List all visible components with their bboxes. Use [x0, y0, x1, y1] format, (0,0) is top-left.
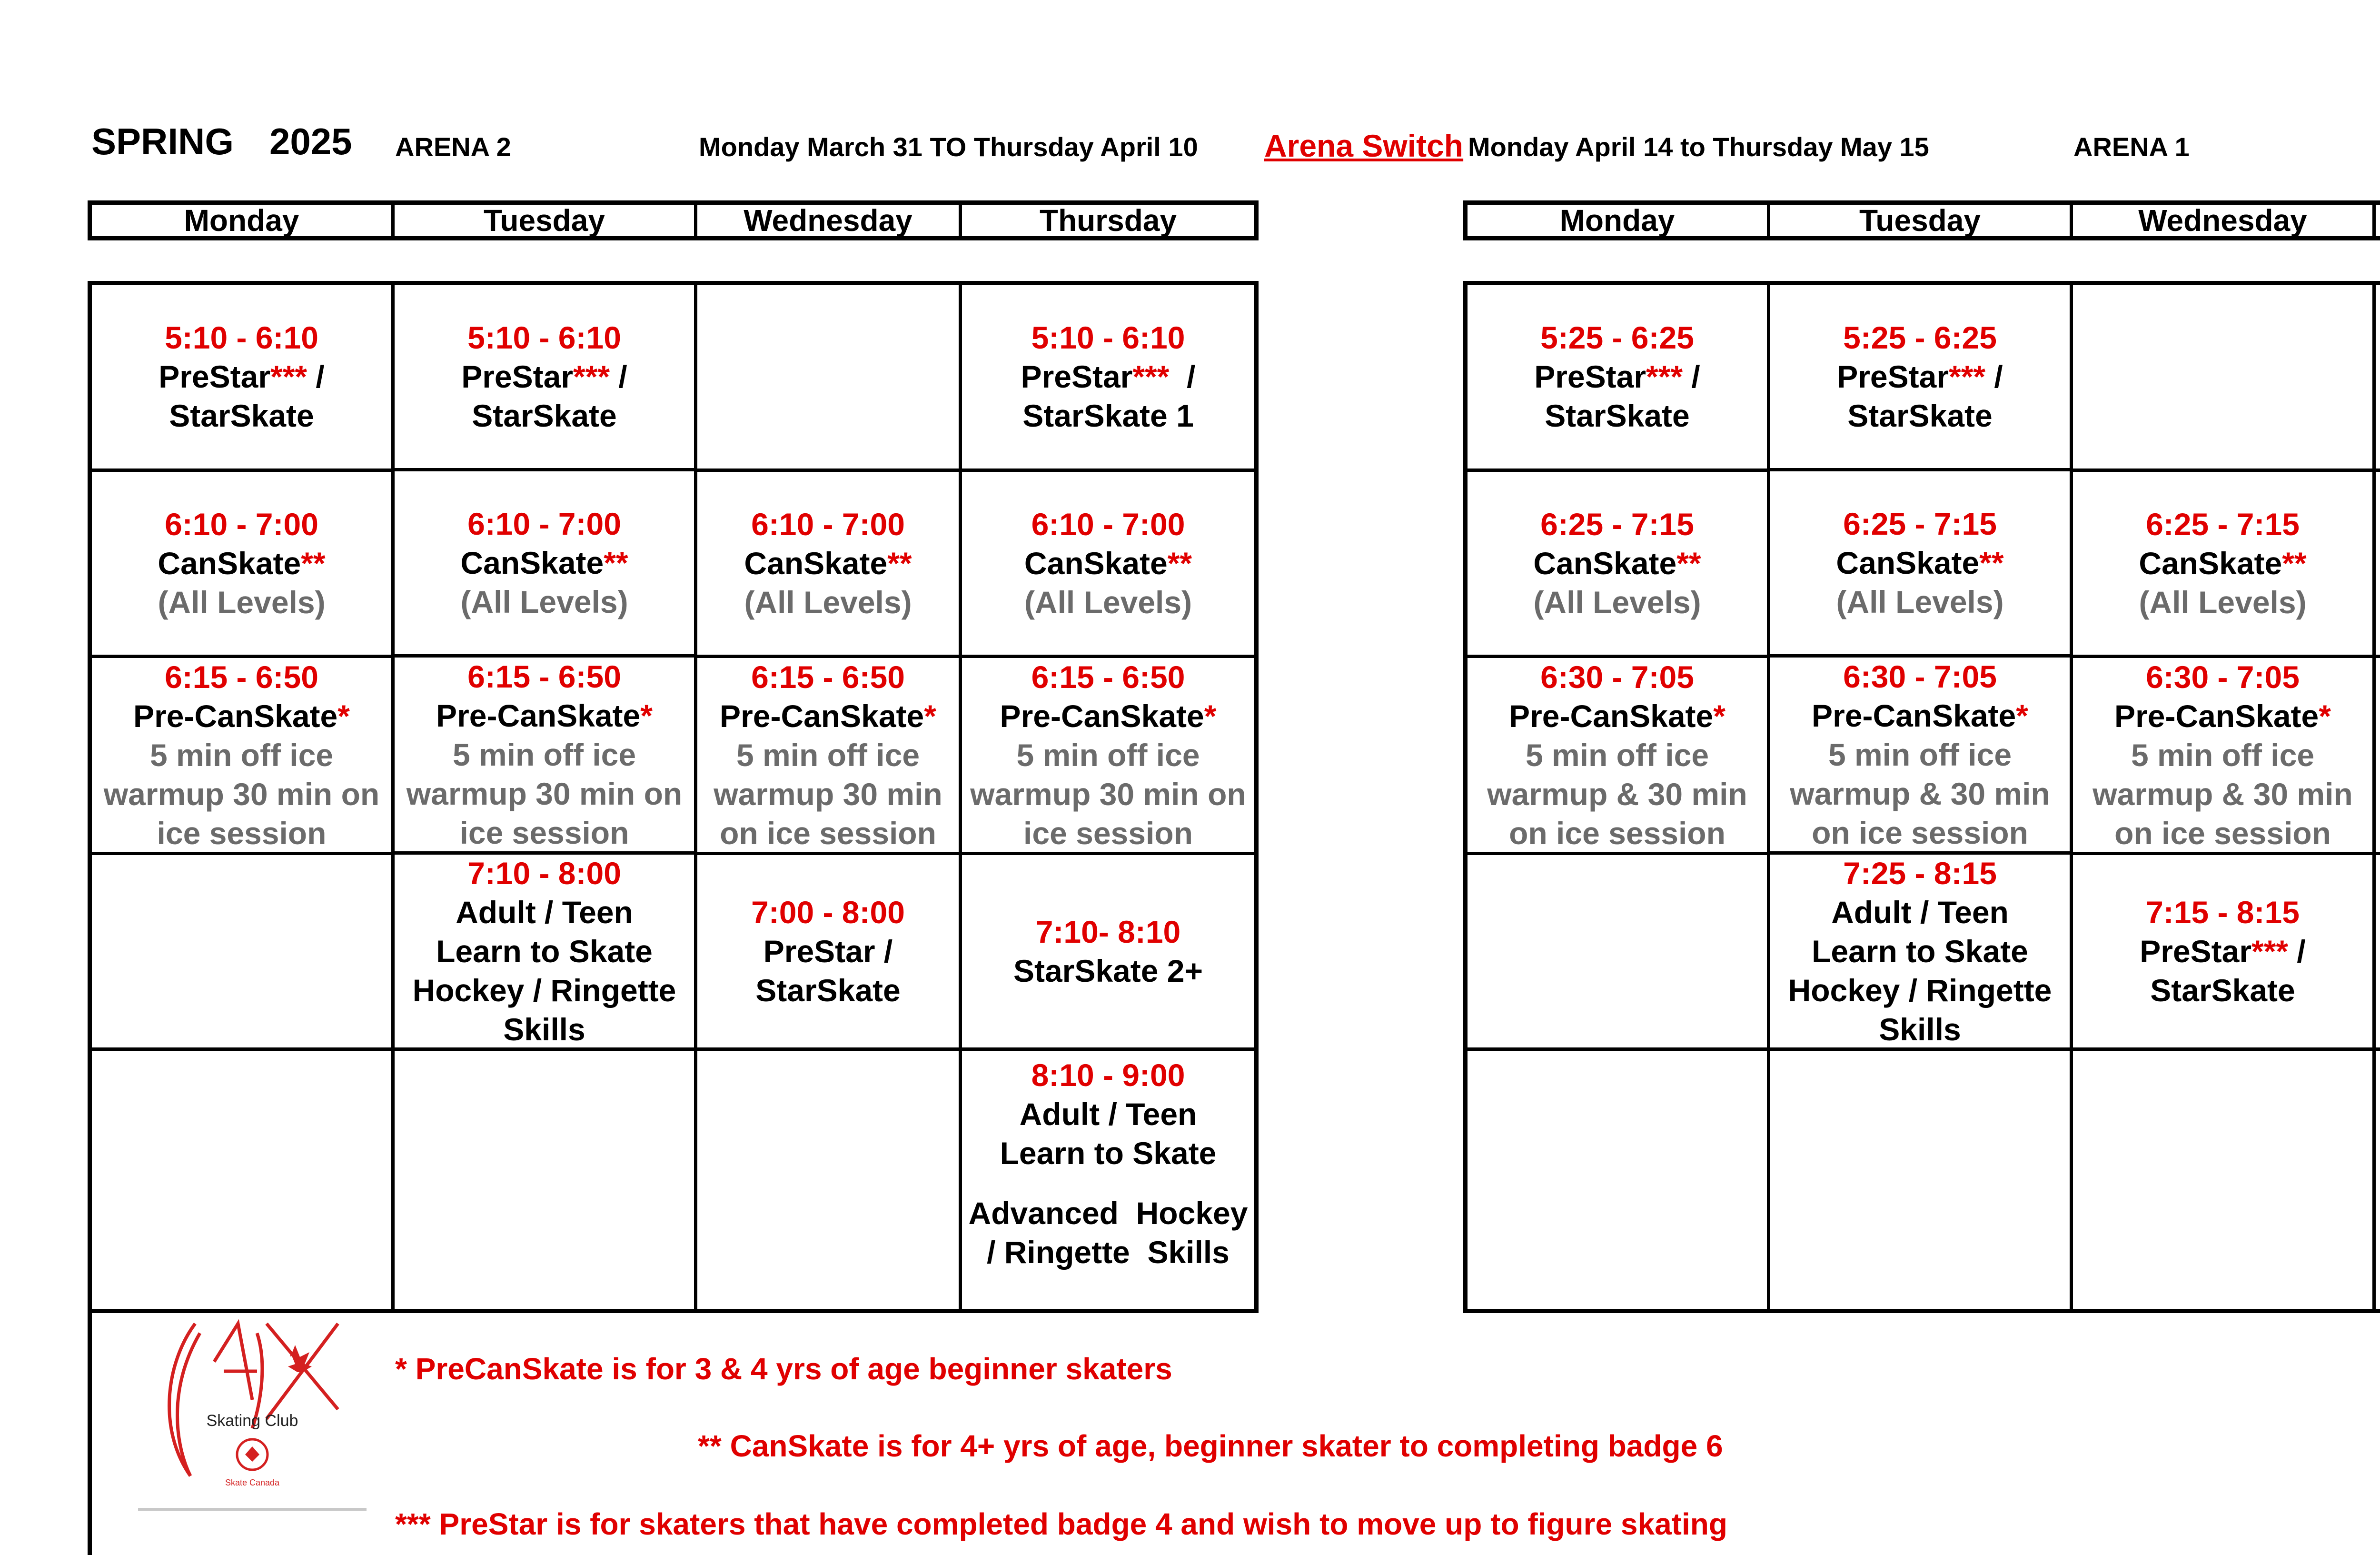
session-detail: 5 min off ice	[2131, 737, 2315, 773]
session-level: (All Levels)	[2139, 584, 2307, 620]
day-header-tuesday: Tuesday	[395, 205, 697, 236]
session-title: CanSkate**	[2139, 545, 2307, 581]
day-header-thursday	[2376, 205, 2380, 236]
empty-cell	[1770, 1051, 2070, 1309]
session-detail: on ice session	[720, 815, 936, 851]
day-header-monday: Monday	[1468, 205, 1770, 236]
session-cell	[395, 471, 694, 658]
schedule-column-monday	[92, 285, 395, 1309]
session-time: 6:10 - 7:00	[751, 506, 905, 542]
session-cell	[697, 855, 959, 1051]
session-subtitle: Learn to Skate	[1000, 1135, 1217, 1171]
schedule-column-thursday	[962, 285, 1254, 1309]
session-cell	[1468, 658, 1767, 855]
note-prestar: *** PreStar is for skaters that have completed badge 4 and wish to move up to figure skating	[395, 1507, 1727, 1541]
session-subtitle: Learn to Skate	[436, 933, 653, 969]
session-detail: 5 min off ice	[1828, 737, 2012, 772]
left-date-range: Monday March 31 TO Thursday April 10	[699, 132, 1198, 162]
session-time: 6:30 - 7:05	[1540, 659, 1694, 695]
session-subtitle: StarSkate	[169, 398, 314, 434]
session-title: CanSkate**	[1024, 545, 1192, 581]
session-time: 5:10 - 6:10	[1031, 320, 1185, 356]
session-cell	[395, 855, 694, 1051]
session-detail: ice session	[1023, 815, 1193, 851]
session-title: Adult / Teen	[456, 894, 633, 930]
right-date-range: Monday April 14 to Thursday May 15	[1468, 132, 1929, 162]
session-title: PreStar*** /	[2140, 934, 2306, 969]
session-detail: 5 min off ice	[452, 737, 636, 772]
day-header-monday: Monday	[92, 205, 395, 236]
note-canskate: ** CanSkate is for 4+ yrs of age, beginner skater to completing badge 6	[698, 1429, 1723, 1463]
session-subtitle: StarSkate	[2150, 973, 2295, 1008]
session-detail: warmup 30 min on	[970, 776, 1246, 812]
session-subtitle: Skills	[503, 1011, 585, 1047]
session-detail: on ice session	[1509, 815, 1726, 851]
schedule-column-tuesday	[1770, 285, 2073, 1309]
session-subtitle: / Ringette Skills	[987, 1234, 1230, 1270]
session-time: 6:10 - 7:00	[1031, 506, 1185, 542]
session-title: CanSkate**	[744, 545, 912, 581]
session-title: Pre-CanSkate*	[1509, 698, 1726, 734]
session-title: PreStar*** /	[159, 359, 325, 395]
session-cell	[2073, 658, 2372, 855]
session-time: 7:15 - 8:15	[2146, 895, 2300, 930]
session-title: Pre-CanSkate*	[133, 698, 350, 734]
session-title: PreStar*** /	[461, 359, 627, 395]
session-cell	[92, 658, 391, 855]
session-level: (All Levels)	[1024, 584, 1192, 620]
session-detail: on ice session	[1812, 815, 2028, 850]
session-detail: ice session	[157, 815, 327, 851]
session-time: 6:15 - 6:50	[165, 659, 318, 695]
session-title: PreStar*** /	[1534, 359, 1700, 395]
session-detail: warmup & 30 min	[1790, 776, 2050, 811]
session-time: 6:25 - 7:15	[2146, 506, 2300, 542]
session-level: (All Levels)	[158, 584, 326, 620]
session-subtitle: StarSkate	[1847, 398, 1993, 434]
session-cell	[395, 658, 694, 855]
session-time: 7:00 - 8:00	[751, 895, 905, 930]
session-time: 6:25 - 7:15	[1540, 506, 1694, 542]
session-title: Adult / Teen	[1019, 1096, 1197, 1132]
session-time: 7:10- 8:10	[1035, 914, 1181, 950]
session-subtitle: StarSkate	[1545, 398, 1690, 434]
session-title: CanSkate**	[460, 545, 628, 581]
session-cell	[92, 285, 391, 472]
session-cell	[962, 658, 1254, 855]
right-arena-label: ARENA 1	[2073, 132, 2190, 162]
session-time: 7:25 - 8:15	[1843, 855, 1997, 891]
session-subtitle: Hockey / Ringette	[412, 972, 676, 1008]
empty-cell	[697, 285, 959, 472]
logo-org-name: Skate Canada	[225, 1478, 280, 1487]
left-schedule-grid	[88, 281, 1259, 1313]
session-time: 6:15 - 6:50	[1031, 659, 1185, 695]
session-title: CanSkate**	[158, 545, 326, 581]
session-cell	[2376, 472, 2380, 658]
session-title: Pre-CanSkate*	[2114, 698, 2331, 734]
ajax-skating-club-logo	[138, 1305, 367, 1514]
day-header-wednesday: Wednesday	[2073, 205, 2376, 236]
session-title: Adult / Teen	[1831, 894, 2009, 930]
session-cell	[1770, 658, 2070, 855]
session-time: 7:10 - 8:00	[467, 855, 621, 891]
session-level: (All Levels)	[744, 584, 912, 620]
session-detail: ice session	[459, 815, 629, 850]
session-subtitle: Hockey / Ringette	[1788, 972, 2052, 1008]
day-header-tuesday: Tuesday	[1770, 205, 2073, 236]
session-title: Pre-CanSkate*	[720, 698, 936, 734]
session-cell	[697, 472, 959, 658]
session-subtitle: Learn to Skate	[1812, 933, 2028, 969]
session-time: 5:10 - 6:10	[467, 320, 621, 356]
empty-cell	[92, 1051, 391, 1309]
season-year: 2025	[269, 120, 352, 162]
session-time: 6:15 - 6:50	[467, 658, 621, 694]
right-schedule-grid	[1463, 281, 2380, 1313]
arena-switch-label: Arena Switch	[1264, 128, 1464, 163]
session-time: 6:10 - 7:00	[467, 506, 621, 542]
logo-club-name: Skating Club	[206, 1412, 298, 1430]
session-time: 6:25 - 7:15	[1843, 506, 1997, 542]
session-detail: on ice session	[2114, 815, 2331, 851]
session-cell	[2073, 472, 2372, 658]
left-day-header	[88, 200, 1259, 240]
schedule-column-wednesday	[2073, 285, 2376, 1309]
session-cell	[2376, 855, 2380, 1051]
session-time: 5:25 - 6:25	[1843, 320, 1997, 356]
session-cell	[1468, 285, 1767, 472]
session-title: PreStar*** /	[1837, 359, 2003, 395]
session-detail: warmup 30 min	[714, 776, 942, 812]
session-title: PreStar*** /	[1021, 359, 1196, 395]
session-cell	[2376, 1051, 2380, 1309]
schedule-column-thursday	[2376, 285, 2380, 1309]
session-detail: warmup & 30 min	[1487, 776, 1747, 812]
club-logo	[138, 1305, 367, 1514]
session-time: 6:15 - 6:50	[751, 659, 905, 695]
day-header-thursday: Thursday	[1039, 203, 1177, 238]
empty-cell	[2073, 1051, 2372, 1309]
session-title: CanSkate**	[1533, 545, 1701, 581]
session-cell	[962, 285, 1254, 472]
session-cell	[962, 855, 1254, 1051]
session-cell	[962, 472, 1254, 658]
session-cell	[92, 472, 391, 658]
schedule-column-tuesday	[395, 285, 697, 1309]
day-header-wednesday: Wednesday	[697, 205, 962, 236]
left-arena-label: ARENA 2	[395, 132, 511, 162]
session-cell	[697, 658, 959, 855]
session-level: (All Levels)	[460, 584, 628, 620]
session-cell	[1770, 855, 2070, 1051]
session-cell	[1468, 472, 1767, 658]
empty-cell	[395, 1051, 694, 1309]
session-title: Pre-CanSkate*	[1000, 698, 1217, 734]
session-subtitle: StarSkate	[755, 973, 901, 1008]
schedule-column-wednesday	[697, 285, 962, 1309]
empty-cell	[1468, 855, 1767, 1051]
right-day-header	[1463, 200, 2380, 240]
session-detail: warmup & 30 min	[2092, 776, 2353, 812]
session-cell	[395, 285, 694, 471]
season-title: SPRING	[91, 120, 234, 162]
session-title: Pre-CanSkate*	[436, 698, 653, 733]
empty-cell	[1468, 1051, 1767, 1309]
session-time: 8:10 - 9:00	[1031, 1057, 1185, 1093]
session-subtitle: Skills	[1879, 1011, 1961, 1047]
session-time: 6:30 - 7:05	[1843, 658, 1997, 694]
session-detail: 5 min off ice	[1525, 737, 1709, 773]
session-title: Pre-CanSkate*	[1812, 698, 2028, 733]
session-title: StarSkate 2+	[1013, 953, 1203, 989]
session-cell	[2073, 855, 2372, 1051]
session-time: 6:10 - 7:00	[165, 506, 318, 542]
empty-cell	[697, 1051, 959, 1309]
note-precanskate: * PreCanSkate is for 3 & 4 yrs of age beginner skaters	[395, 1352, 1172, 1386]
session-title: CanSkate**	[1836, 545, 2004, 581]
empty-cell	[92, 855, 391, 1051]
session-cell	[2376, 285, 2380, 472]
session-level: (All Levels)	[1533, 584, 1701, 620]
session-cell	[962, 1051, 1254, 1309]
session-detail: 5 min off ice	[1016, 737, 1200, 773]
session-subtitle: StarSkate 1	[1022, 398, 1194, 434]
session-subtitle: StarSkate	[472, 398, 617, 434]
session-time: 6:30 - 7:05	[2146, 659, 2300, 695]
session-detail: warmup 30 min on	[103, 776, 380, 812]
session-detail: 5 min off ice	[149, 737, 334, 773]
session-detail: 5 min off ice	[736, 737, 920, 773]
session-cell	[1770, 471, 2070, 658]
session-level: (All Levels)	[1836, 584, 2004, 620]
session-title: PreStar /	[763, 934, 893, 969]
session-detail: warmup 30 min on	[406, 776, 683, 811]
session-subtitle: Advanced Hockey	[968, 1195, 1248, 1231]
session-time: 5:25 - 6:25	[1540, 320, 1694, 356]
empty-cell	[2073, 285, 2372, 472]
session-cell	[2376, 658, 2380, 855]
session-time: 5:10 - 6:10	[165, 320, 318, 356]
session-cell	[1770, 285, 2070, 471]
schedule-column-monday	[1468, 285, 1770, 1309]
